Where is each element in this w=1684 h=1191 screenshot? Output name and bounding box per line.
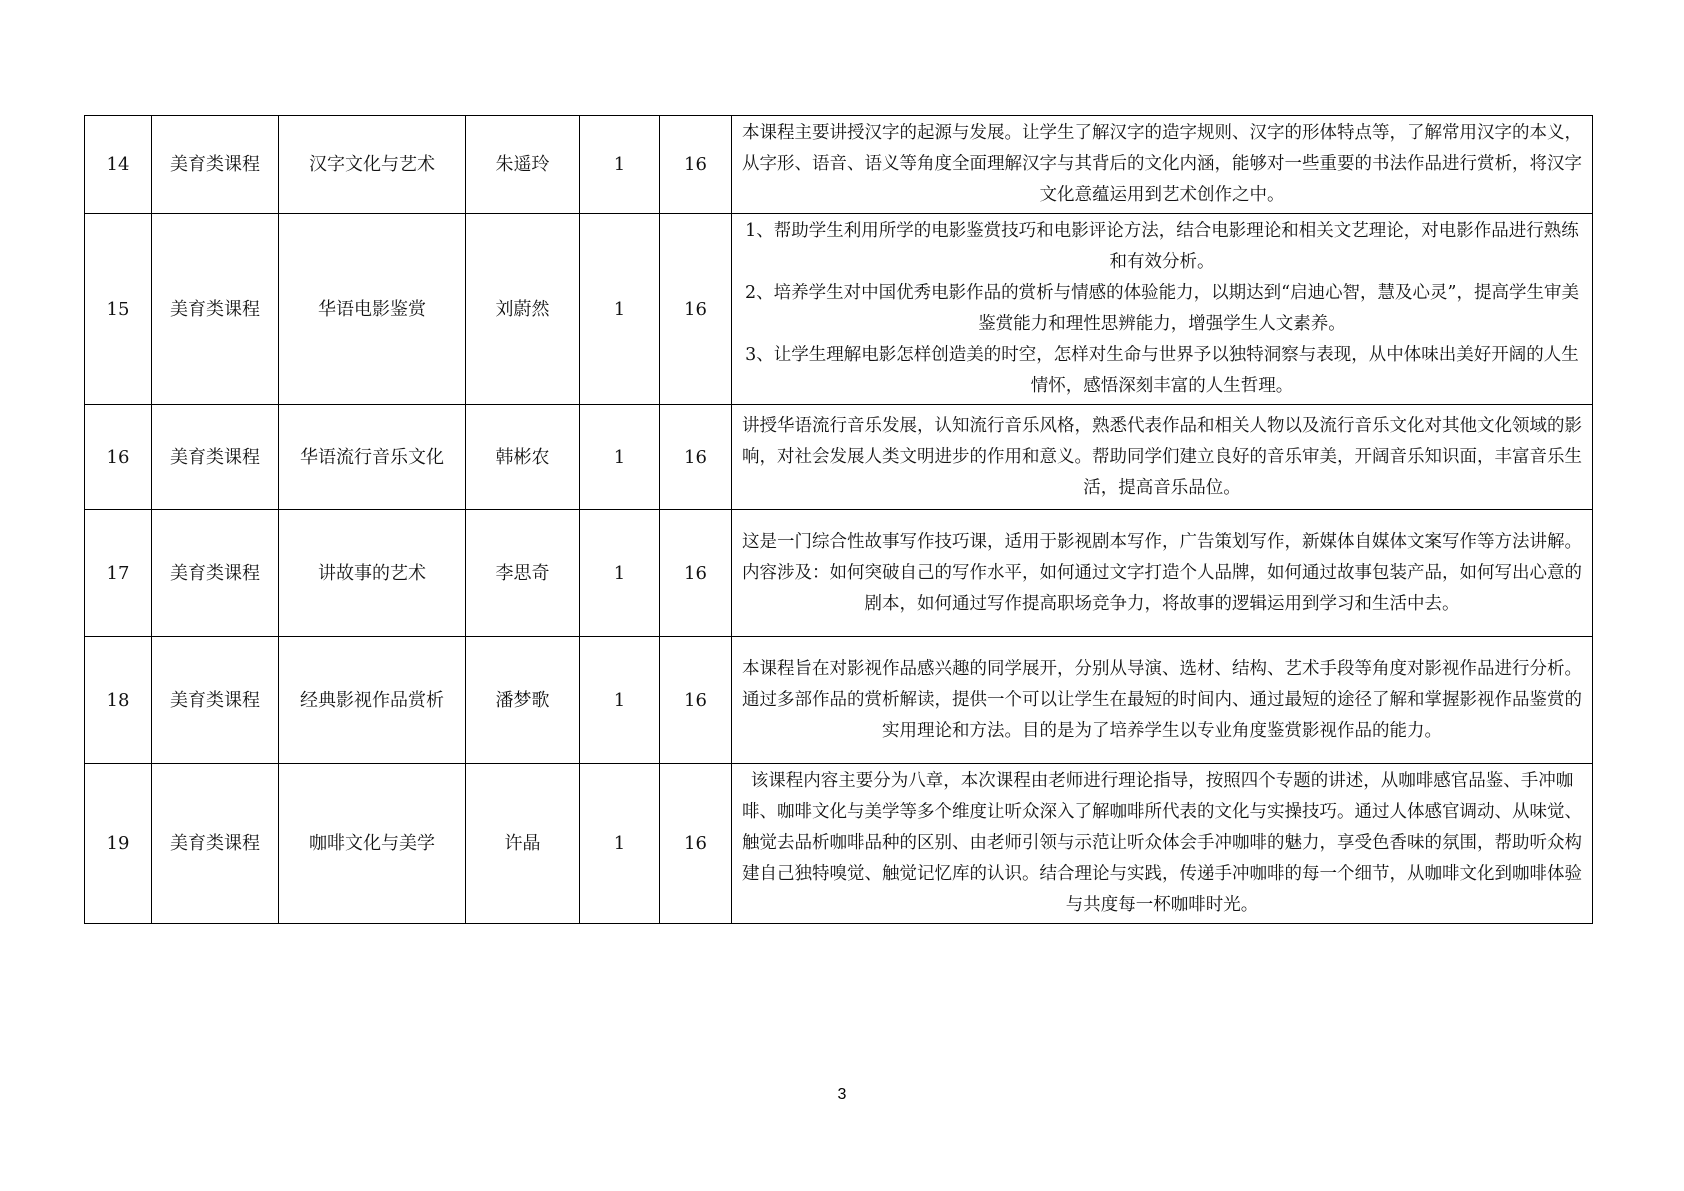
course-table [84,115,1593,924]
cell-credit: 1 [580,637,660,764]
cell-teacher: 潘梦歌 [466,637,580,764]
cell-hours: 16 [660,116,732,214]
cell-hours: 16 [660,764,732,924]
cell-credit: 1 [580,116,660,214]
cell-number: 15 [85,214,152,405]
table-row [85,116,1593,214]
cell-hours: 16 [660,405,732,510]
table-row [85,764,1593,924]
cell-description [732,637,1593,764]
cell-teacher: 刘蔚然 [466,214,580,405]
cell-category: 美育类课程 [152,116,279,214]
description-paragraph: 1、帮助学生利用所学的电影鉴赏技巧和电影评论方法，结合电影理论和相关文艺理论，对电影作品进行熟练和有效分析。 [745,221,1579,272]
cell-teacher: 朱遥玲 [466,116,580,214]
table-row [85,637,1593,764]
cell-description [732,764,1593,924]
cell-teacher: 韩彬农 [466,405,580,510]
cell-description [732,116,1593,214]
cell-number: 14 [85,116,152,214]
cell-course-name: 经典影视作品赏析 [279,637,466,764]
cell-number: 18 [85,637,152,764]
cell-category: 美育类课程 [152,405,279,510]
cell-hours: 16 [660,510,732,637]
cell-course-name: 汉字文化与艺术 [279,116,466,214]
cell-number: 16 [85,405,152,510]
description-paragraph: 本课程主要讲授汉字的起源与发展。让学生了解汉字的造字规则、汉字的形体特点等，了解常用汉字的本义，从字形、语音、语义等角度全面理解汉字与其背后的文化内涵，能够对一些重要的书法作品进行赏析，将汉字文化意蕴运用到艺术创作之中。 [742,123,1582,205]
cell-category: 美育类课程 [152,510,279,637]
description-paragraph: 这是一门综合性故事写作技巧课，适用于影视剧本写作，广告策划写作，新媒体自媒体文案写作等方法讲解。内容涉及：如何突破自己的写作水平，如何通过文字打造个人品牌，如何通过故事包装产品，如何写出心意的剧本，如何通过写作提高职场竞争力，将故事的逻辑运用到学习和生活中去。 [742,531,1582,614]
description-paragraph: 本课程旨在对影视作品感兴趣的同学展开，分别从导演、选材、结构、艺术手段等角度对影视作品进行分析。通过多部作品的赏析解读，提供一个可以让学生在最短的时间内、通过最短的途径了解和掌握影视作品鉴赏的实用理论和方法。目的是为了培养学生以专业角度鉴赏影视作品的能力。 [742,658,1582,741]
cell-course-name: 讲故事的艺术 [279,510,466,637]
cell-category: 美育类课程 [152,214,279,405]
cell-description [732,405,1593,510]
cell-number: 19 [85,764,152,924]
table-row [85,510,1593,637]
cell-credit: 1 [580,510,660,637]
description-paragraph: 该课程内容主要分为八章，本次课程由老师进行理论指导，按照四个专题的讲述，从咖啡感官品鉴、手冲咖啡、咖啡文化与美学等多个维度让听众深入了解咖啡所代表的文化与实操技巧。通过人体感官调动、从味觉、触觉去品析咖啡品种的区别、由老师引领与示范让听众体会手冲咖啡的魅力，享受色香味的氛围，帮助听众构建自己独特嗅觉、触觉记忆库的认识。结合理论与实践，传递手冲咖啡的每一个细节，从咖啡文化到咖啡体验与共度每一杯咖啡时光。 [742,771,1582,915]
cell-number: 17 [85,510,152,637]
cell-course-name: 华语流行音乐文化 [279,405,466,510]
course-table-body [85,116,1593,924]
table-row [85,405,1593,510]
cell-teacher: 许晶 [466,764,580,924]
cell-course-name: 咖啡文化与美学 [279,764,466,924]
cell-hours: 16 [660,214,732,405]
cell-course-name: 华语电影鉴赏 [279,214,466,405]
cell-teacher: 李思奇 [466,510,580,637]
cell-category: 美育类课程 [152,637,279,764]
table-row [85,214,1593,405]
description-paragraph: 讲授华语流行音乐发展，认知流行音乐风格，熟悉代表作品和相关人物以及流行音乐文化对其他文化领域的影响，对社会发展人类文明进步的作用和意义。帮助同学们建立良好的音乐审美，开阔音乐知识面，丰富音乐生活，提高音乐品位。 [742,415,1582,498]
cell-credit: 1 [580,405,660,510]
cell-description [732,214,1593,405]
cell-credit: 1 [580,764,660,924]
cell-hours: 16 [660,637,732,764]
cell-credit: 1 [580,214,660,405]
cell-description [732,510,1593,637]
description-paragraph: 3、让学生理解电影怎样创造美的时空，怎样对生命与世界予以独特洞察与表现，从中体味出美好开阔的人生情怀，感悟深刻丰富的人生哲理。 [745,345,1579,396]
page-number: 3 [837,1086,847,1103]
description-paragraph: 2、培养学生对中国优秀电影作品的赏析与情感的体验能力，以期达到“启迪心智，慧及心灵”，提高学生审美鉴赏能力和理性思辨能力，增强学生人文素养。 [744,283,1580,334]
cell-category: 美育类课程 [152,764,279,924]
